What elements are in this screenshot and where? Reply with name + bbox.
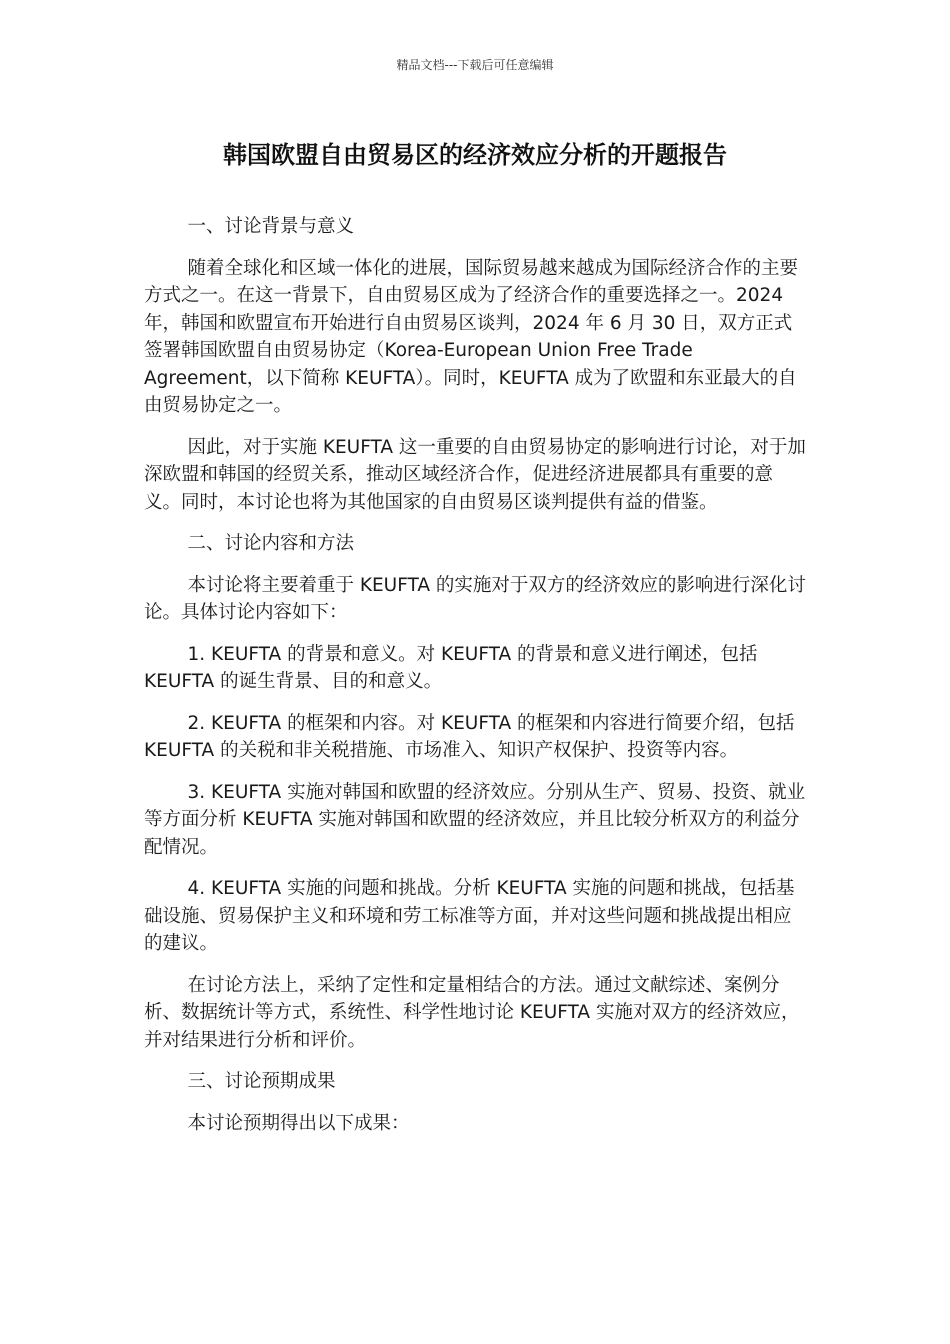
paragraph-background-1: 随着全球化和区域一体化的进展，国际贸易越来越成为国际经济合作的主要方式之一。在这一背景下，自由贸易区成为了经济合作的重要选择之一。2024 年，韩国和欧盟宣布开始进行自由贸易区谈判，2024 年 6 月 30 日，双方正式签署韩国欧盟自由贸易协定（Korea-European Union Free Trade Agreement，以下简称 KEUFTA）。同时，KEUFTA 成为了欧盟和东亚最大的自由贸易协定之一。 (144, 257, 798, 416)
list-item-4: 4. KEUFTA 实施的问题和挑战。分析 KEUFTA 实施的问题和挑战，包括基础设施、贸易保护主义和环境和劳工标准等方面，并对这些问题和挑战提出相应的建议。 (144, 878, 795, 954)
section-heading-background: 一、讨论背景与意义 (187, 216, 354, 237)
paragraph-background-2: 因此，对于实施 KEUFTA 这一重要的自由贸易协定的影响进行讨论，对于加深欧盟和韩国的经贸关系，推动区域经济合作，促进经济进展都具有重要的意义。同时，本讨论也将为其他国家的自由贸易区谈判提供有益的借鉴。 (144, 436, 806, 513)
document-title: 韩国欧盟自由贸易区的经济效应分析的开题报告 (223, 141, 727, 169)
paragraph-expected-results: 本讨论预期得出以下成果： (187, 1112, 410, 1134)
list-item-1: 1. KEUFTA 的背景和意义。对 KEUFTA 的背景和意义进行阐述，包括 KEUFTA 的诞生背景、目的和意义。 (144, 643, 758, 692)
document-body (144, 213, 806, 1151)
list-item-3: 3. KEUFTA 实施对韩国和欧盟的经济效应。分别从生产、贸易、投资、就业等方面分析 KEUFTA 实施对韩国和欧盟的经济效应，并且比较分析双方的利益分配情况。 (144, 781, 806, 858)
paragraph-content-intro: 本讨论将主要着重于 KEUFTA 的实施对于双方的经济效应的影响进行深化讨论。具体讨论内容如下： (144, 574, 806, 623)
section-heading-content-methods: 二、讨论内容和方法 (187, 533, 354, 554)
paragraph-methods: 在讨论方法上，采纳了定性和定量相结合的方法。通过文献综述、案例分析、数据统计等方式，系统性、科学性地讨论 KEUFTA 实施对双方的经济效应，并对结果进行分析和评价。 (144, 974, 800, 1051)
list-item-2: 2. KEUFTA 的框架和内容。对 KEUFTA 的框架和内容进行简要介绍，包括 KEUFTA 的关税和非关税措施、市场准入、知识产权保护、投资等内容。 (144, 712, 795, 761)
section-heading-expected-results: 三、讨论预期成果 (187, 1071, 336, 1092)
header-note: 精品文档---下载后可任意编辑 (396, 58, 554, 72)
